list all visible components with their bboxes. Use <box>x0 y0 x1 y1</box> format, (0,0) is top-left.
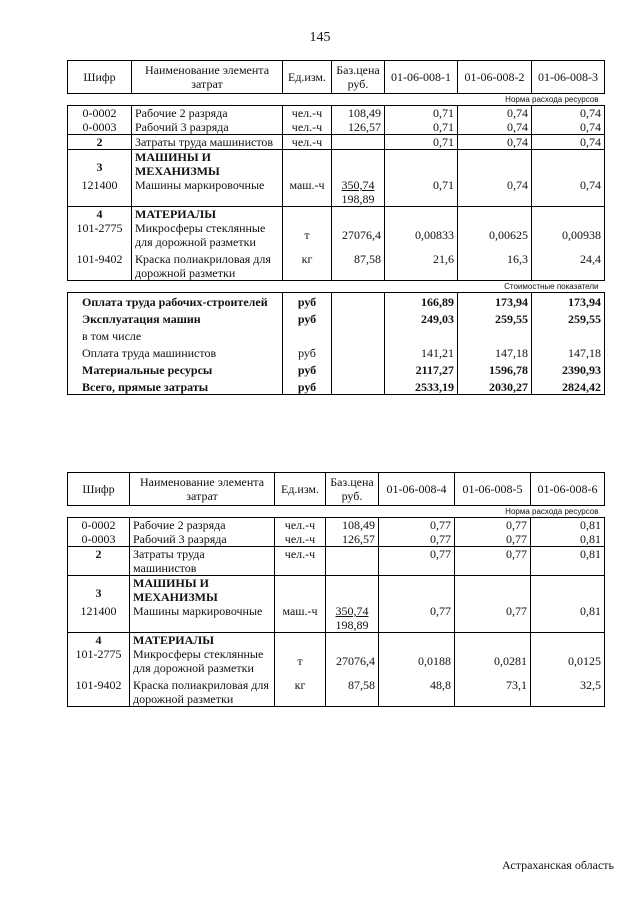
cost-row: Материальные ресурсы руб 2117,27 1596,78 2390,93 <box>68 360 605 377</box>
header-col: 01-06-008-6 <box>531 473 605 506</box>
price-wage: 198,89 <box>341 192 375 206</box>
header-col: 01-06-008-2 <box>458 61 532 94</box>
table-row: 0-0003 Рабочий 3 разряда чел.-ч 126,57 0,71 0,74 0,74 <box>68 120 605 135</box>
price-base: 350,74 <box>335 604 369 618</box>
header-col: 01-06-008-4 <box>379 473 455 506</box>
table-row: 101-2775 Микросферы стеклянные для дорожной разметки т 27076,4 0,00833 0,00625 0,00938 <box>68 221 605 249</box>
table-row: 4 МАТЕРИАЛЫ <box>68 633 605 648</box>
table-row: 101-9402 Краска полиакриловая для дорожной разметки кг 87,58 48,8 73,1 32,5 <box>68 675 605 707</box>
price-wage: 198,89 <box>335 618 369 632</box>
table-row: 2 Затраты труда машинистов чел.-ч 0,71 0,74 0,74 <box>68 135 605 150</box>
resource-table-1 <box>67 60 605 395</box>
header-code: Шифр <box>68 473 130 506</box>
price-base: 350,74 <box>341 178 375 192</box>
table-row: 3 МАШИНЫ И МЕХАНИЗМЫ <box>68 576 605 605</box>
norms-subheading: Норма расхода ресурсов <box>68 506 605 518</box>
header-col: 01-06-008-5 <box>455 473 531 506</box>
cost-row: Оплата труда рабочих-строителей руб 166,89 173,94 173,94 <box>68 293 605 310</box>
table-row: 0-0002 Рабочие 2 разряда чел.-ч 108,49 0,71 0,74 0,74 <box>68 106 605 121</box>
resource-table-2 <box>67 472 605 707</box>
table-row: 0-0002 Рабочие 2 разряда чел.-ч 108,49 0,77 0,77 0,81 <box>68 518 605 533</box>
header-unit: Ед.изм. <box>275 473 326 506</box>
cost-row: в том числе <box>68 326 605 343</box>
table-row: 3 МАШИНЫ И МЕХАНИЗМЫ <box>68 150 605 179</box>
cost-row: Эксплуатация машин руб 249,03 259,55 259,55 <box>68 309 605 326</box>
table-header <box>68 61 605 94</box>
table-row: 121400 Машины маркировочные маш.-ч 350,74 198,89 0,71 0,74 0,74 <box>68 178 605 207</box>
cost-row: Оплата труда машинистов руб 141,21 147,18 147,18 <box>68 343 605 360</box>
table-row: 0-0003 Рабочий 3 разряда чел.-ч 126,57 0,77 0,77 0,81 <box>68 532 605 547</box>
header-col: 01-06-008-3 <box>532 61 605 94</box>
footer-region-label: Астраханская область <box>502 858 614 872</box>
table-row: 4 МАТЕРИАЛЫ <box>68 207 605 222</box>
table-header <box>68 473 605 506</box>
costs-subheading: Стоимостные показатели <box>68 281 605 293</box>
norms-subheading: Норма расхода ресурсов <box>68 94 605 106</box>
page-number: 145 <box>309 30 331 45</box>
cost-row: Всего, прямые затраты руб 2533,19 2030,27 2824,42 <box>68 377 605 395</box>
header-price: Баз.цена руб. <box>332 61 385 94</box>
table-row: 2 Затраты труда машинистов чел.-ч 0,77 0,77 0,81 <box>68 547 605 576</box>
header-price: Баз.цена руб. <box>326 473 379 506</box>
table-row: 101-2775 Микросферы стеклянные для дорожной разметки т 27076,4 0,0188 0,0281 0,0125 <box>68 647 605 675</box>
header-name: Наименование элемента затрат <box>132 61 283 94</box>
header-col: 01-06-008-1 <box>385 61 458 94</box>
header-name: Наименование элемента затрат <box>130 473 275 506</box>
header-code: Шифр <box>68 61 132 94</box>
table-row: 101-9402 Краска полиакриловая для дорожной разметки кг 87,58 21,6 16,3 24,4 <box>68 249 605 281</box>
table-row: 121400 Машины маркировочные маш.-ч 350,74 198,89 0,77 0,77 0,81 <box>68 604 605 633</box>
header-unit: Ед.изм. <box>283 61 332 94</box>
